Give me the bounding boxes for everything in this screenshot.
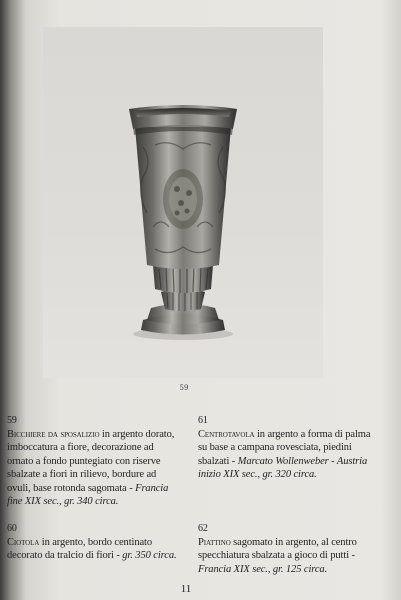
entry-description: sagomato in argento, al centro specchiatura sbalzata a gioco di putti - bbox=[198, 536, 357, 561]
catalog-entry-60 bbox=[7, 522, 177, 563]
entry-origin: Francia XIX sec., gr. 125 circa. bbox=[198, 563, 328, 575]
figure-number: 59 bbox=[179, 384, 189, 392]
page-number: 11 bbox=[180, 583, 192, 595]
entry-title: Centrotavola bbox=[198, 428, 255, 440]
entry-number: 61 bbox=[198, 415, 208, 426]
entry-number: 60 bbox=[7, 523, 17, 534]
entry-origin: Marcato Wollenweber - Austria inizio XIX sec., gr. 320 circa. bbox=[198, 455, 368, 480]
entry-title: Ciotola bbox=[7, 536, 40, 548]
entry-description: in argento dorato, imboccatura a fiore, decorazione ad ornato a fondo puntegiato con riserve sbalzate a fiori in rilievo, bordure ad ovuli, base rotonda sagomata - bbox=[7, 428, 175, 494]
entry-description: in argento a forma di palma su base a campana rovesciata, piedini sbalzati - bbox=[198, 428, 371, 467]
catalog-entry-61 bbox=[198, 414, 374, 482]
entry-title: Bicchiere da sposalizio bbox=[7, 428, 100, 440]
goblet-illustration bbox=[43, 27, 323, 378]
entry-origin: gr. 350 circa. bbox=[122, 550, 177, 561]
silver-goblet-photo bbox=[43, 27, 323, 378]
catalog-entry-62 bbox=[198, 522, 374, 576]
entry-number: 59 bbox=[7, 415, 17, 426]
catalog-entry-59 bbox=[7, 414, 177, 509]
entry-description: in argento, bordo centinato decorato da tralcio di fiori - bbox=[7, 536, 153, 561]
entry-number: 62 bbox=[198, 523, 208, 534]
entry-origin: Francia fine XIX sec., gr. 340 circa. bbox=[7, 482, 169, 507]
entry-title: Piattino bbox=[198, 536, 231, 548]
